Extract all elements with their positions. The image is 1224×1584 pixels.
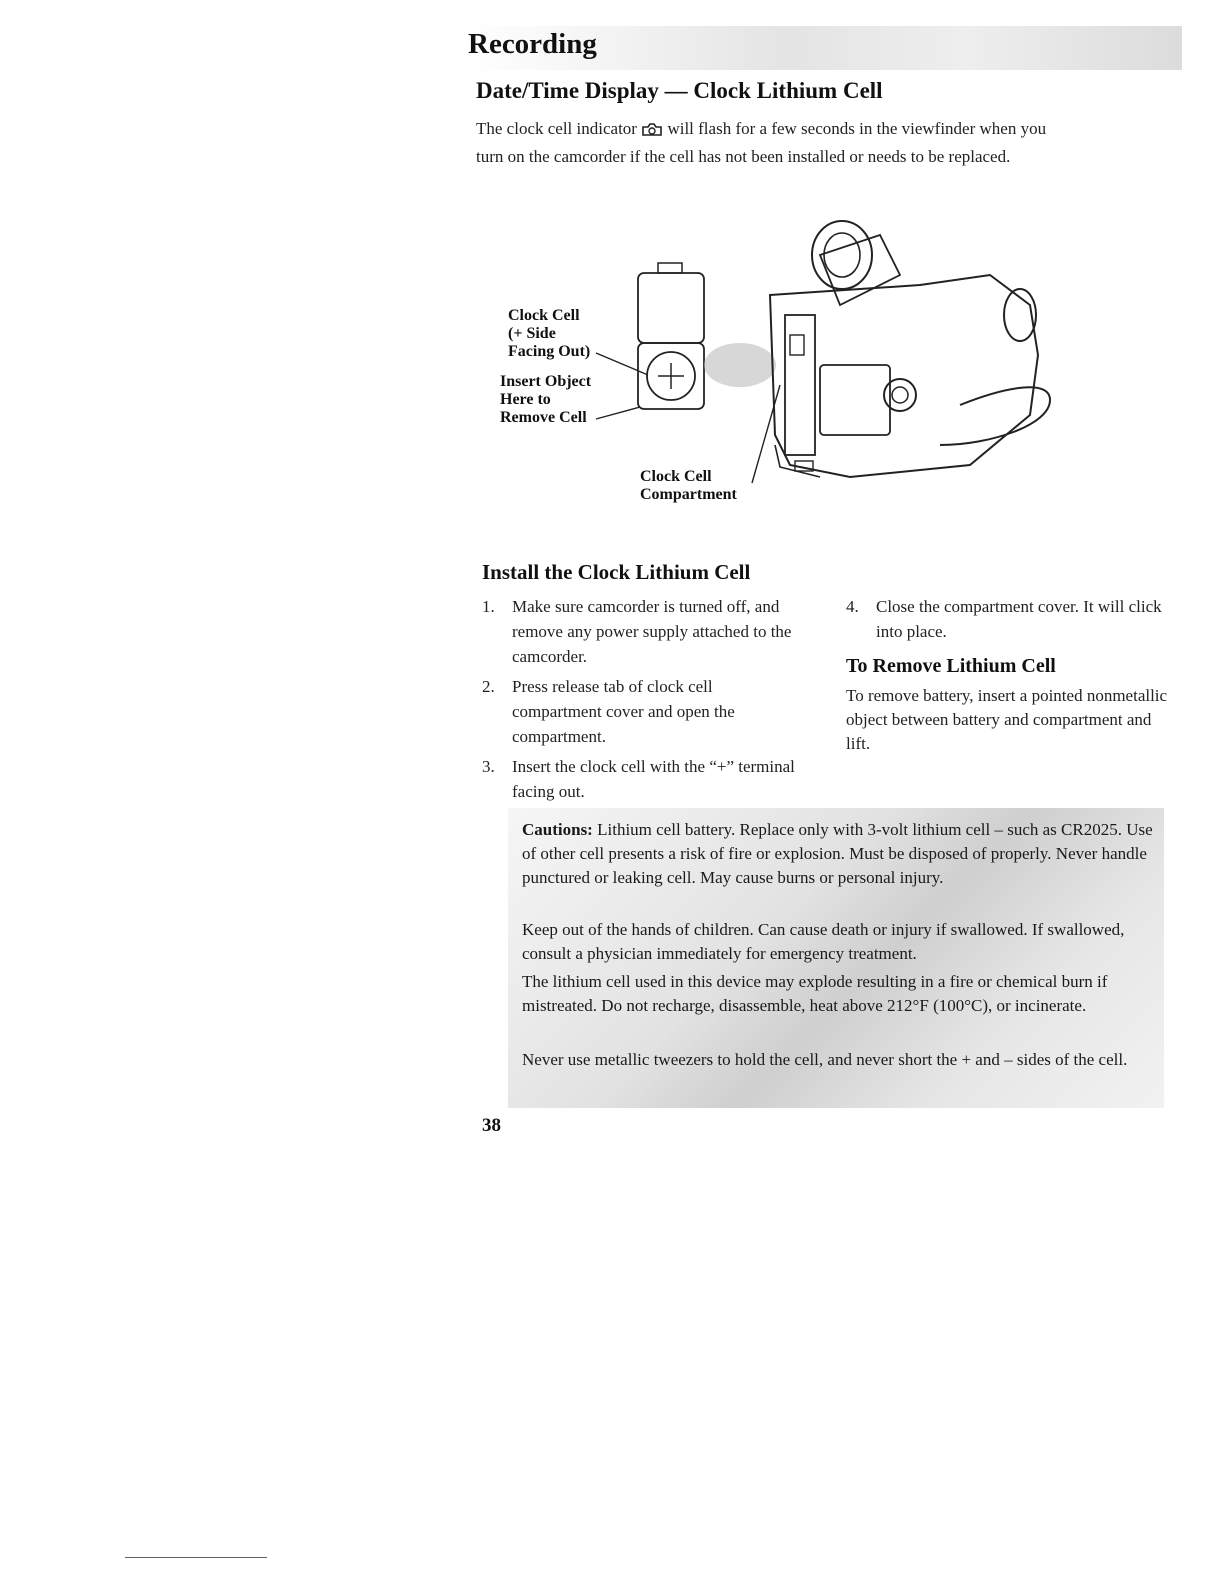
page-number: 38 [482,1115,501,1136]
datetime-heading: Date/Time Display — Clock Lithium Cell [476,78,883,103]
label-clock-cell-compartment: Clock Cell Compartment [640,468,737,503]
step-text: Close the compartment cover. It will click into place. [876,597,1162,641]
install-steps-list-continued [846,594,1186,649]
remove-heading: To Remove Lithium Cell [846,655,1056,677]
section-header [462,26,1182,70]
install-step [482,754,802,804]
cautions-lead: Cautions: [522,820,593,839]
caution-paragraph-4: Never use metallic tweezers to hold the cell, and never short the + and – sides of the cell. [522,1050,1128,1069]
camcorder-illustration [490,215,1070,515]
label-insert-object: Insert Object Here to Remove Cell [500,373,592,426]
step-text: Press release tab of clock cell compartment cover and open the compartment. [512,677,735,746]
label-clock-cell: Clock Cell (+ Side Facing Out) [508,307,591,360]
camcorder-figure [490,215,1070,515]
clock-cell-indicator-icon [641,119,663,144]
datetime-intro [476,116,1076,169]
install-heading: Install the Clock Lithium Cell [482,560,751,584]
cautions-box [508,808,1164,1108]
caution-paragraph-1 [522,818,1154,890]
caution-paragraph-2: Keep out of the hands of children. Can cause death or injury if swallowed. If swallowed, consult a physician immediately for emergency treatment. [522,920,1125,963]
install-steps-list [482,594,802,809]
intro-text-before: The clock cell indicator [476,119,637,138]
step-text: Make sure camcorder is turned off, and remove any power supply attached to the camcorder. [512,597,792,666]
step-text: Insert the clock cell with the “+” terminal facing out. [512,757,795,801]
install-step [846,594,1186,644]
step-number: 3. [482,757,495,776]
caution-paragraph-3: The lithium cell used in this device may explode resulting in a fire or chemical burn if mistreated. Do not recharge, disassemble, heat above 212°F (100°C), or incinerate. [522,972,1108,1015]
install-step [482,594,802,669]
step-number: 1. [482,597,495,616]
remove-text: To remove battery, insert a pointed nonmetallic object between battery and compartment and lift. [846,686,1168,753]
footnote-rule [125,1557,267,1558]
step-number: 4. [846,597,859,616]
step-number: 2. [482,677,495,696]
caution-text-1: Lithium cell battery. Replace only with 3-volt lithium cell – such as CR2025. Use of other cell presents a risk of fire or explosion. Must be disposed of properly. Never handle punctured or leaking cell. May cause burns or personal injury. [522,820,1153,887]
intro-text-after: will flash for a few seconds in the viewfinder when you turn on the camcorder if the cell has not been installed or needs to be replaced. [476,119,1047,166]
section-title: Recording [468,28,597,60]
install-step [482,674,802,749]
